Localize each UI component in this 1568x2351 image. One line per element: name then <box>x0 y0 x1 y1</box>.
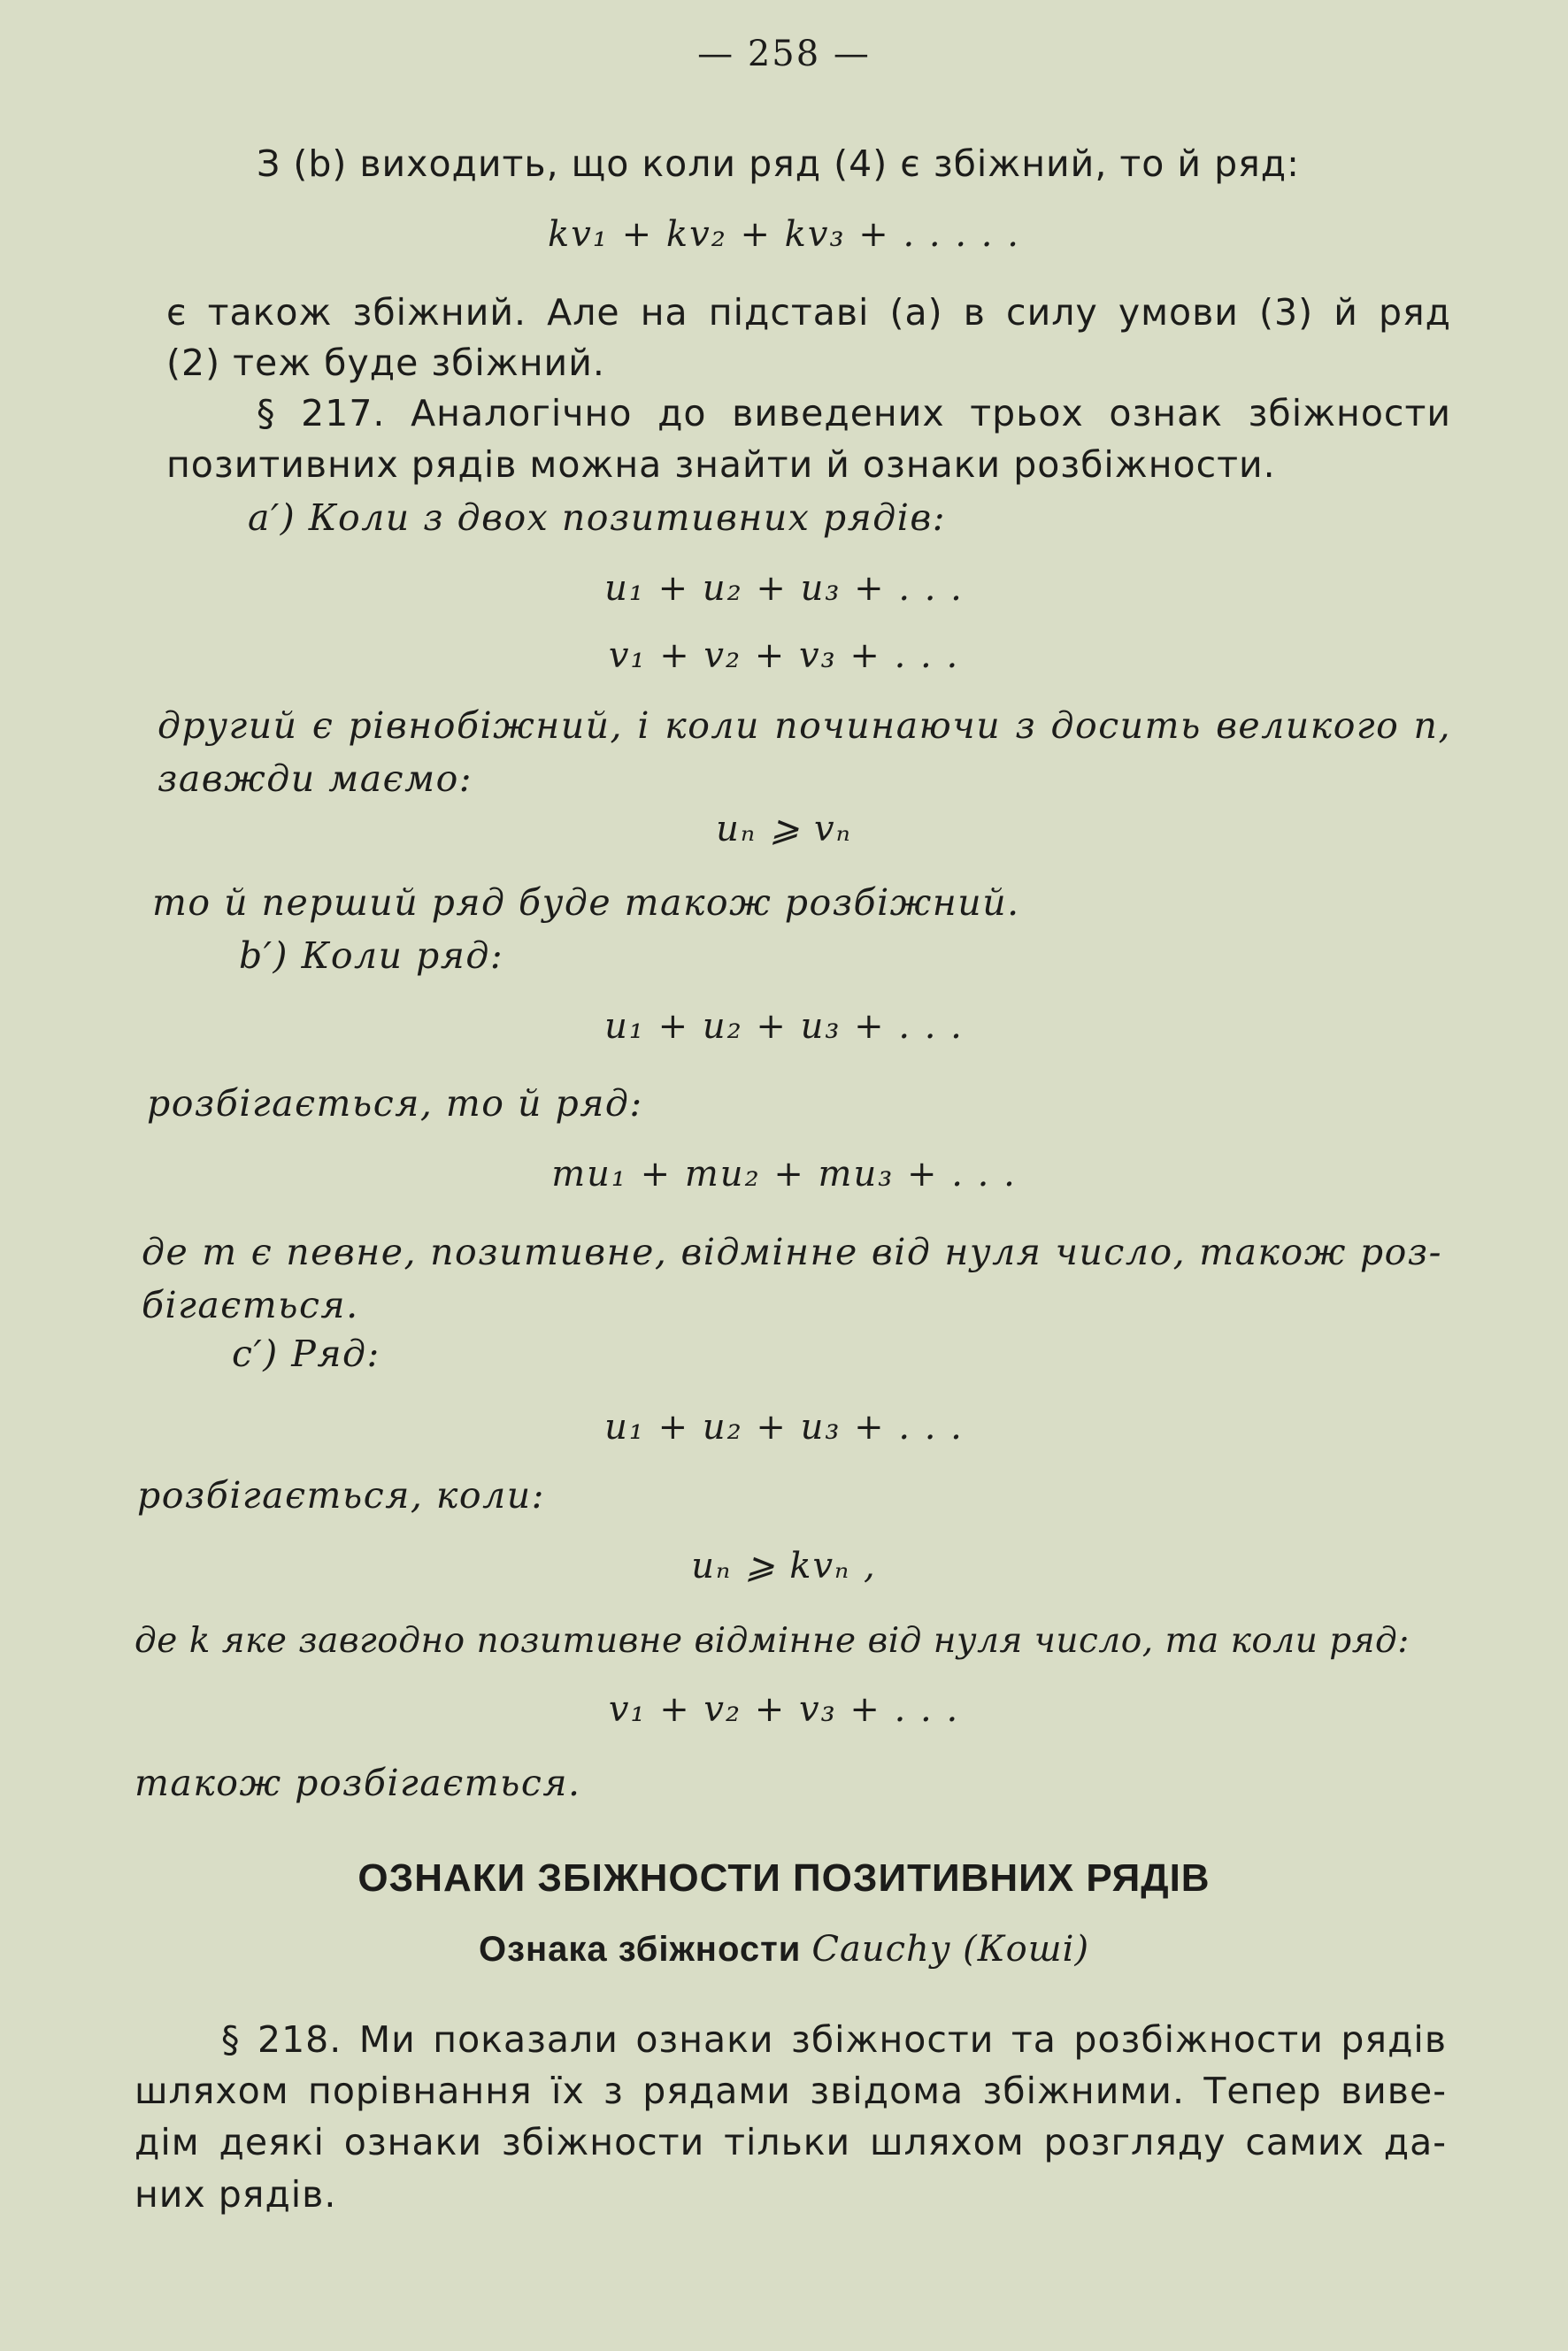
formula: u₁ + u₂ + u₃ + . . . <box>604 1407 964 1448</box>
formula: kv₁ + kv₂ + kv₃ + . . . . . <box>548 214 1020 255</box>
text-line: то й перший ряд буде також розбіжний. <box>152 881 1020 924</box>
text-line: бігається. <box>142 1284 359 1326</box>
formula: v₁ + v₂ + v₃ + . . . <box>608 635 960 676</box>
text-line: позитивних рядів можна знайти й ознаки розбіжности. <box>166 443 1276 486</box>
formula: mu₁ + mu₂ + mu₃ + . . . <box>551 1154 1017 1195</box>
subsection-heading-name: Cauchy (Коші) <box>811 1929 1090 1970</box>
page-number: — 258 — <box>697 34 871 74</box>
text-line: де k яке завгодно позитивне відмінне від нуля число, та коли ряд: <box>135 1621 1410 1661</box>
case-a-prime: a′) Коли з двох позитивних рядів: <box>248 496 947 539</box>
text-line: (2) теж буде збіжний. <box>166 342 605 384</box>
text-line: шляхом порівнання їх з рядами звідома збіжними. Тепер виве- <box>135 2070 1447 2112</box>
text-line: розбігається, то й ряд: <box>147 1082 643 1125</box>
formula: uₙ ⩾ kvₙ , <box>691 1546 877 1587</box>
subsection-heading-main: Ознака збіжности <box>478 1930 802 1969</box>
text-line: розбігається, коли: <box>137 1474 545 1517</box>
subsection-heading <box>0 1929 1568 1970</box>
text-line: них рядів. <box>135 2173 337 2216</box>
section-heading: ОЗНАКИ ЗБІЖНОСТИ ПОЗИТИВНИХ РЯДІВ <box>357 1856 1211 1900</box>
formula: u₁ + u₂ + u₃ + . . . <box>604 1006 964 1047</box>
text-line: другий є рівнобіжний, і коли починаючи з досить великого n, <box>158 704 1451 747</box>
case-b-prime: b′) Коли ряд: <box>239 934 504 977</box>
case-c-prime: c′) Ряд: <box>232 1333 380 1375</box>
text-line: дім деякі ознаки збіжности тільки шляхом розгляду самих да- <box>135 2121 1447 2163</box>
paragraph-217: § 217. Аналогічно до виведених трьох ознак збіжности <box>257 392 1451 434</box>
paragraph-218: § 218. Ми показали ознаки збіжности та розбіжности рядів <box>221 2018 1447 2061</box>
formula: v₁ + v₂ + v₃ + . . . <box>608 1689 960 1730</box>
text-line: також розбігається. <box>135 1762 581 1804</box>
formula: u₁ + u₂ + u₃ + . . . <box>604 568 964 609</box>
text-line: де m є певне, позитивне, відмінне від нуля число, також роз- <box>142 1231 1442 1273</box>
formula: uₙ ⩾ vₙ <box>716 809 852 849</box>
text-line: завжди маємо: <box>158 757 473 800</box>
text-line: є також збіжний. Але на підставі (a) в силу умови (3) й ряд <box>166 291 1451 334</box>
text-line: З (b) виходить, що коли ряд (4) є збіжний, то й ряд: <box>257 142 1300 185</box>
